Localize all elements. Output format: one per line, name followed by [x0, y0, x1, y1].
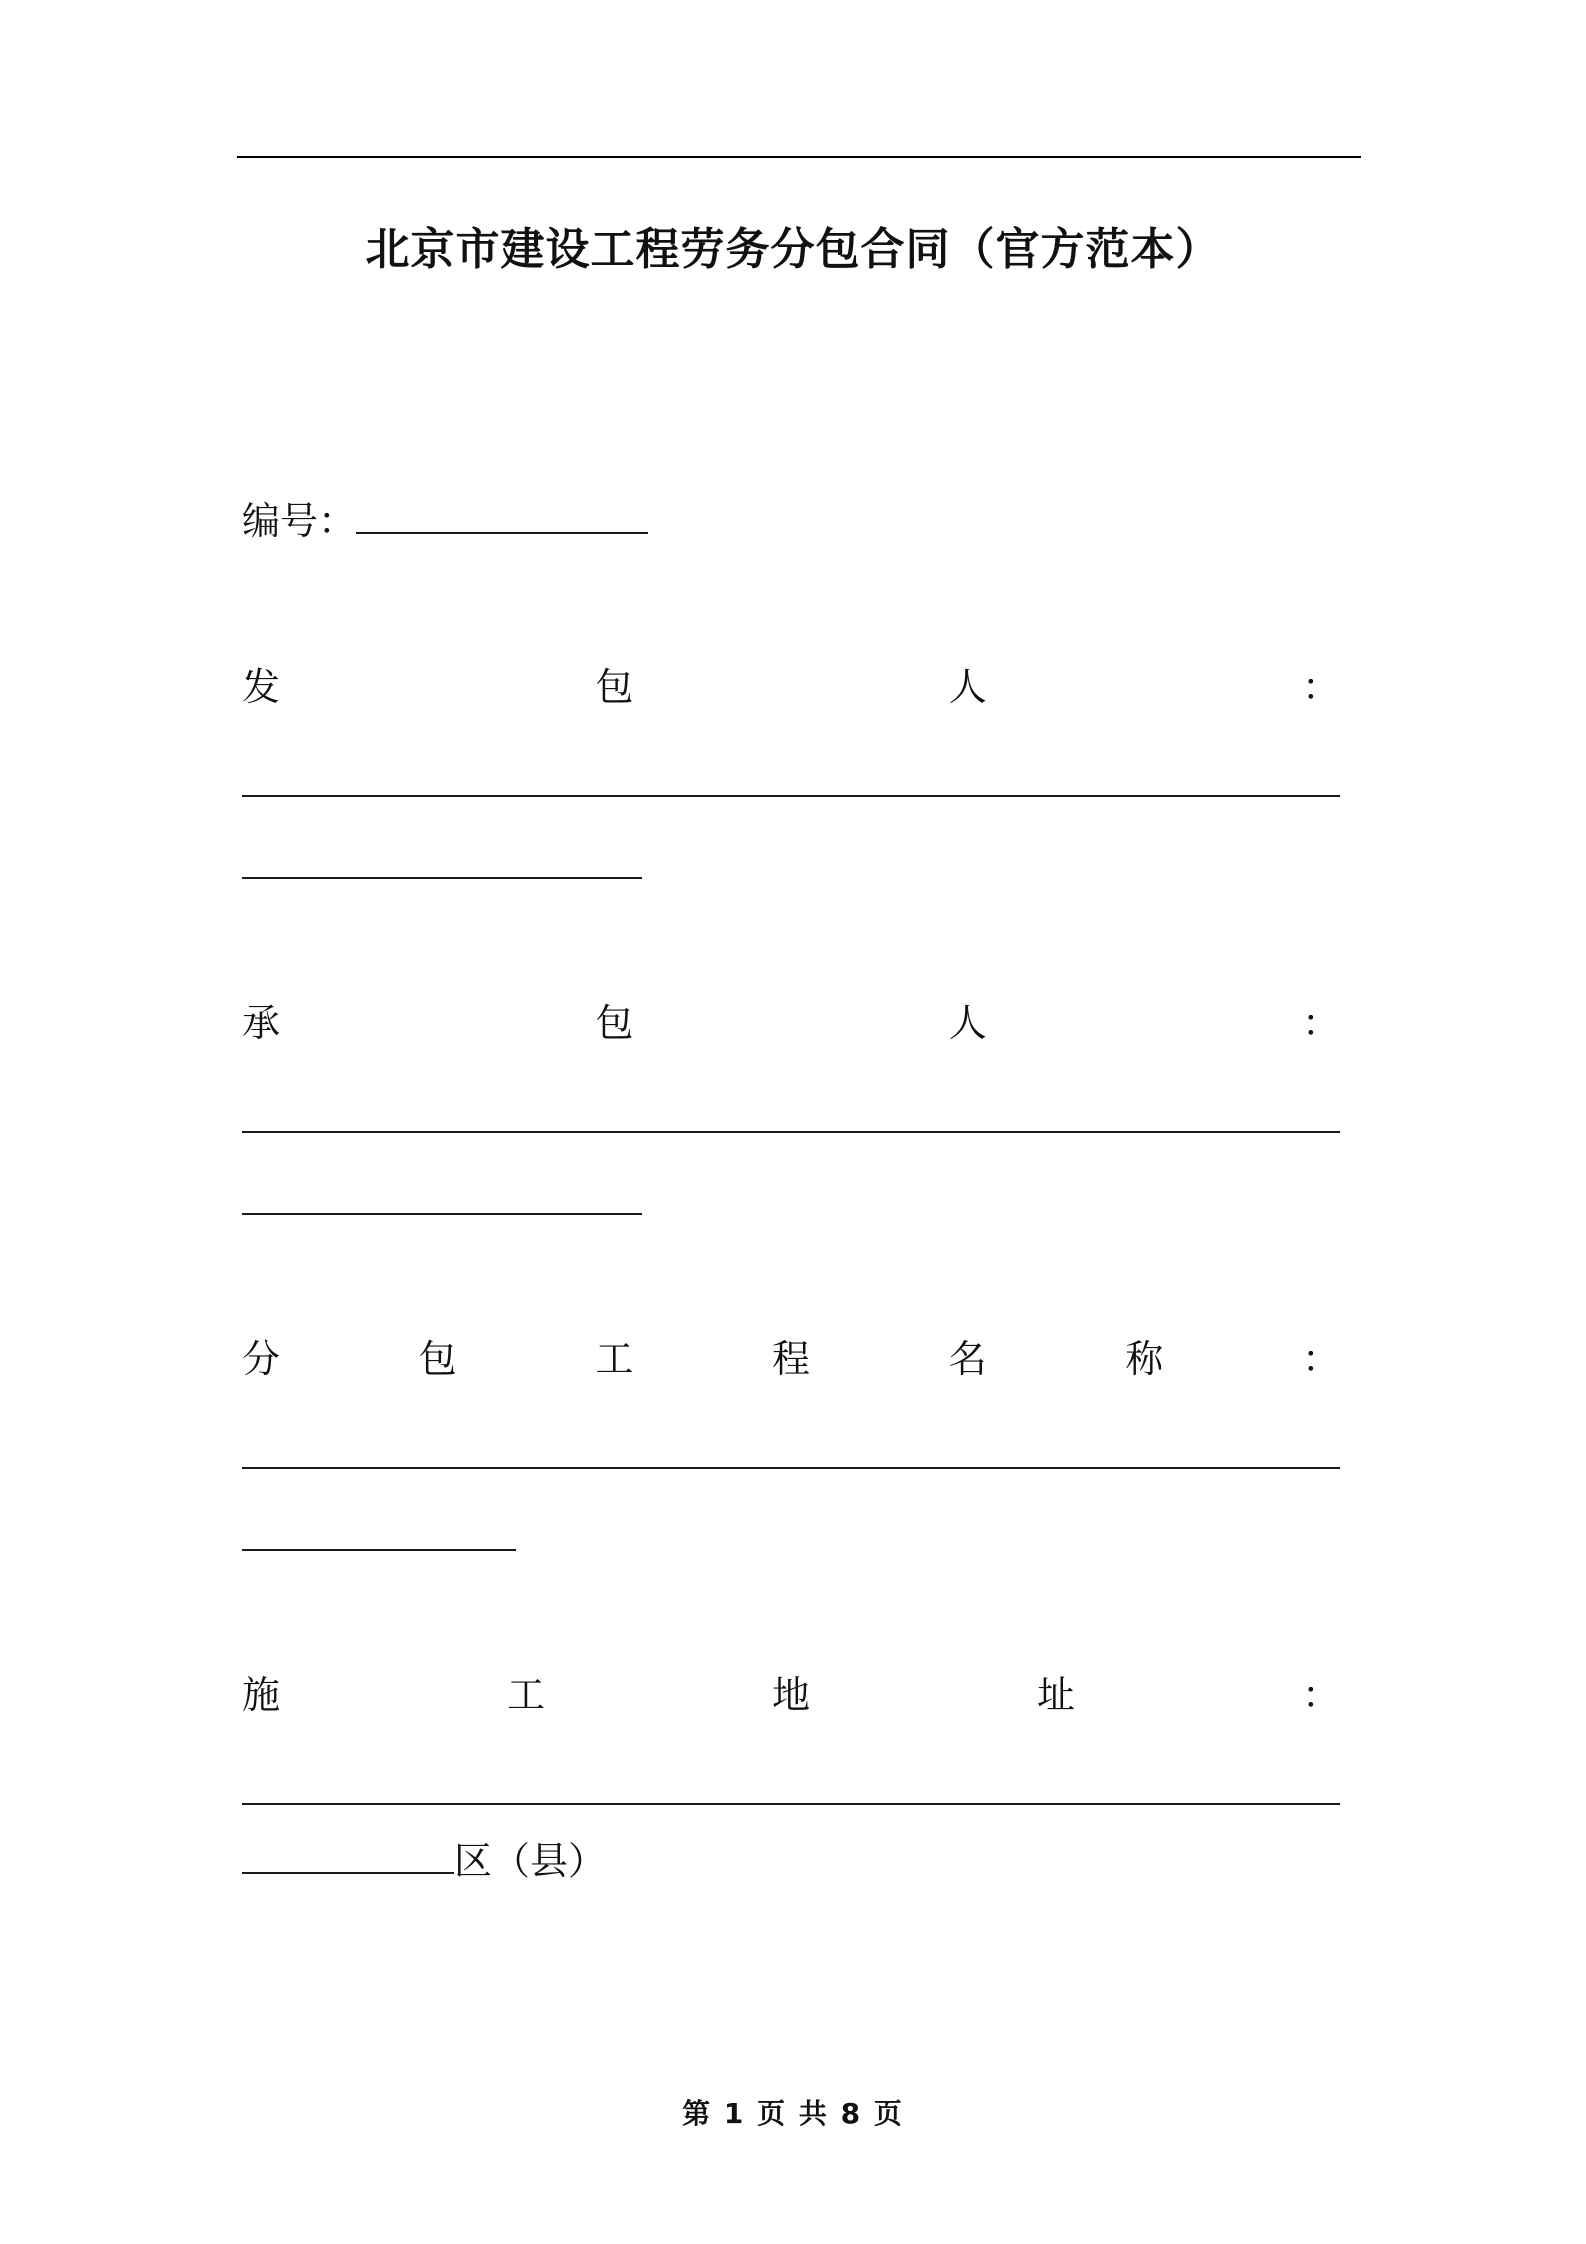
contractor-label-char: 人	[948, 1001, 987, 1045]
project-name-label-char: 称	[1125, 1337, 1164, 1381]
employer-label-char: 发	[242, 665, 281, 709]
project-name-label-char: 分	[242, 1337, 281, 1381]
site-address-label-char: 地	[771, 1673, 810, 1717]
contractor-blank-line-1[interactable]	[242, 1131, 1340, 1133]
employer-blank-line-1[interactable]	[242, 795, 1340, 797]
district-suffix: 区（县）	[454, 1839, 607, 1883]
contract-number-blank[interactable]	[356, 508, 648, 534]
project-name-label-char: 包	[418, 1337, 457, 1381]
header-rule	[237, 156, 1361, 158]
project-name-blank-line-1[interactable]	[242, 1467, 1340, 1469]
employer-label-char: 人	[948, 665, 987, 709]
site-address-label-char: 工	[506, 1673, 545, 1717]
site-address-label-char: 施	[242, 1673, 281, 1717]
site-address-label-char: ：	[1301, 1673, 1340, 1717]
project-name-label	[242, 1334, 1340, 1384]
document-title: 北京市建设工程劳务分包合同（官方范本）	[365, 224, 1221, 275]
employer-label-char: 包	[595, 665, 634, 709]
project-name-blank-line-2[interactable]	[242, 1549, 516, 1551]
contractor-label-char: 承	[242, 1001, 281, 1045]
site-address-label	[242, 1670, 1340, 1720]
project-name-label-char: 工	[595, 1337, 634, 1381]
contractor-label-char: 包	[595, 1001, 634, 1045]
employer-blank-line-2[interactable]	[242, 877, 642, 879]
contractor-blank-line-2[interactable]	[242, 1213, 642, 1215]
contractor-label-char: ：	[1301, 1001, 1340, 1045]
site-address-blank-line-1[interactable]	[242, 1803, 1340, 1805]
district-row	[242, 1836, 606, 1886]
district-blank[interactable]	[242, 1848, 454, 1874]
contract-number-row	[242, 496, 648, 546]
employer-label	[242, 662, 1340, 712]
contract-number-label: 编号：	[242, 499, 357, 543]
project-name-label-char: 程	[771, 1337, 810, 1381]
project-name-label-char: 名	[948, 1337, 987, 1381]
project-name-label-char: ：	[1301, 1337, 1340, 1381]
contractor-label	[242, 998, 1340, 1048]
page-number-footer: 第 1 页 共 8 页	[682, 2097, 904, 2130]
site-address-label-char: 址	[1036, 1673, 1075, 1717]
employer-label-char: ：	[1301, 665, 1340, 709]
